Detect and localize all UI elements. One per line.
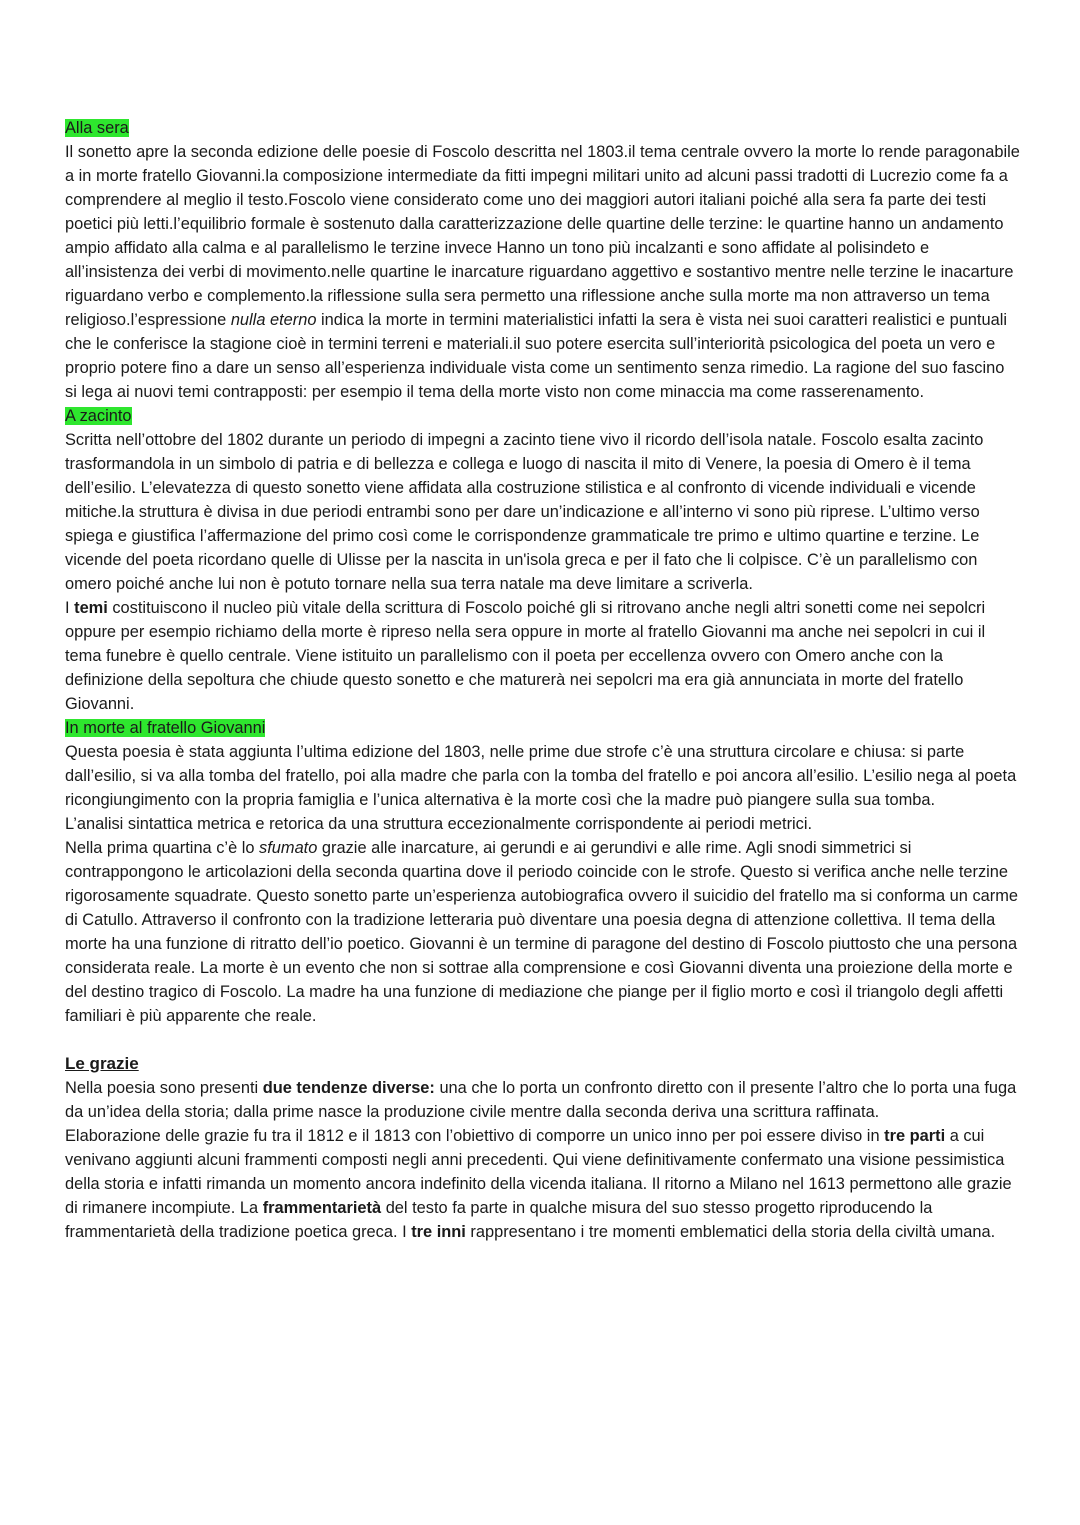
paragraph: Il sonetto apre la seconda edizione delle poesie di Foscolo descritta nel 1803.il tema centrale ovvero la morte lo rende paragonabile a in morte fratello Giovanni.la composizione intermediate da fitti impegni militari unito ad alcuni passi tradotti di Lucrezio come fa a comprendere al meglio il testo.Foscolo viene considerato come uno dei maggiori autori italiani poiché alla sera fa parte dei testi poetici più letti.l’equilibrio formale è sostenuto dalla caratterizzazione delle quartine delle terzine: le quartine hanno un andamento ampio affidato alla calma e al parallelismo le terzine invece Hanno un tono più incalzanti e sono affidate al polisindeto e all’insistenza dei verbi di movimento.nelle quartine le inarcature riguardano aggettivo e sostantivo mentre nelle terzine le inacarture riguardano verbo e complemento.la riflessione sulla sera permetto una riflessione anche sulla morte ma non attraverso un tema religioso.l’espressione nulla eterno indica la morte in termini materialistici infatti la sera è vista nei suoi caratteri realistici e puntuali che le conferisce la stagione cioè in termini terreni e materiali.il suo potere esercita sull’interiorità psicologica del poeta un vero e proprio potere fino a dare un senso all’esperienza individuale vista come un sentimento senza rimedio. La ragione del suo fascino si lega ai nuovi temi contrapposti: per esempio il tema della morte visto non come minaccia ma come rasserenamento.	[65, 143, 1020, 401]
spacer	[65, 1028, 1020, 1052]
section-alla-sera	[65, 116, 1020, 404]
section-in-morte	[65, 716, 1020, 1028]
paragraph: Nella prima quartina c’è lo sfumato grazie alle inarcature, ai gerundi e ai gerundivi e alle rime. Agli snodi simmetrici si contrappongono le articolazioni della seconda quartina dove il periodo coincide con le strofe. Questo si verifica anche nelle terzine rigorosamente squadrate. Questo sonetto parte un’esperienza autobiografica ovvero il suicidio del fratello ma si conforma un carme di Catullo. Attraverso il confronto con la tradizione letteraria può diventare una poesia degna di attenzione collettiva. Il tema della morte ha una funzione di ritratto dell’io poetico. Giovanni è un termine di paragone del destino di Foscolo piuttosto che una persona considerata reale. La morte è un evento che non si sottrae alla comprensione e così Giovanni diventa una proiezione della morte e del destino tragico di Foscolo. La madre ha una funzione di mediazione che piange per il figlio morto e così il triangolo degli affetti familiari è più apparente che reale.	[65, 839, 1018, 1025]
paragraph: Elaborazione delle grazie fu tra il 1812 e il 1813 con l’obiettivo di comporre un unico inno per poi essere diviso in tre parti a cui venivano aggiunti alcuni frammenti composti negli anni precedenti. Qui viene definitivamente confermato una visione pessimistica della storia e infatti rimanda un momento ancora indefinito della vicenda italiana. Il ritorno a Milano nel 1613 permettono alle grazie di rimanere incompiute. La frammentarietà del testo fa parte in qualche misura del suo stesso progetto riproducendo la frammentarietà della tradizione poetica greca. I tre inni rappresentano i tre momenti emblematici della storia della civiltà umana.	[65, 1127, 1012, 1241]
section-a-zacinto	[65, 404, 1020, 716]
paragraph: Questa poesia è stata aggiunta l’ultima edizione del 1803, nelle prime due strofe c’è una struttura circolare e chiusa: si parte dall’esilio, si va alla tomba del fratello, poi alla madre che parla con la tomba del fratello e poi ancora all’esilio. L’esilio nega al poeta ricongiungimento con la propria famiglia e l’unica alternativa è la morte così che la madre può piangere sulla sua tomba.	[65, 743, 1017, 809]
paragraph: Nella poesia sono presenti due tendenze diverse: una che lo porta un confronto diretto con il presente l’altro che lo porta una fuga da un’idea della storia; dalla prime nasce la produzione civile mentre dalla seconda deriva una scrittura raffinata.	[65, 1079, 1017, 1121]
section-title-in-morte: In morte al fratello Giovanni	[65, 719, 266, 737]
section-le-grazie	[65, 1052, 1020, 1244]
paragraph: Scritta nell’ottobre del 1802 durante un periodo di impegni a zacinto tiene vivo il ricordo dell’isola natale. Foscolo esalta zacinto trasformandola in un simbolo di patria e di bellezza e collega e luogo di nascita il mito di Venere, la poesia di Omero è il tema dell’esilio. L’elevatezza di questo sonetto viene affidata alla costruzione stilistica e al confronto di vicende individuali e vicende mitiche.la struttura è divisa in due periodi entrambi sono per dare un’indicazione e all’interno vi sono più riprese. L’ultimo verso spiega e giustifica l’affermazione del primo così come le corrispondenze grammaticale tre primo e ultimo quartine e terzine. Le vicende del poeta ricordano quelle di Ulisse per la nascita in un'isola greca e per il fato che li colpisce. C’è un parallelismo con omero poiché anche lui non è potuto tornare nella sua terra natale ma deve limitare a scriverla.	[65, 431, 984, 593]
paragraph: I temi costituiscono il nucleo più vitale della scrittura di Foscolo poiché gli si ritrovano anche negli altri sonetti come nei sepolcri oppure per esempio richiamo della morte è ripreso nella sera oppure in morte al fratello Giovanni ma anche nei sepolcri in cui il tema funebre è quello centrale. Viene istituito un parallelismo con il poeta per eccellenza ovvero con Omero anche con la definizione della sepoltura che chiude questo sonetto e che maturerà nei sepolcri ma era già annunciata in morte del fratello Giovanni.	[65, 599, 986, 713]
section-title-a-zacinto: A zacinto	[65, 407, 132, 425]
section-title-le-grazie: Le grazie	[65, 1054, 139, 1073]
section-title-alla-sera: Alla sera	[65, 119, 129, 137]
paragraph: L’analisi sintattica metrica e retorica da una struttura eccezionalmente corrispondente ai periodi metrici.	[65, 815, 813, 833]
